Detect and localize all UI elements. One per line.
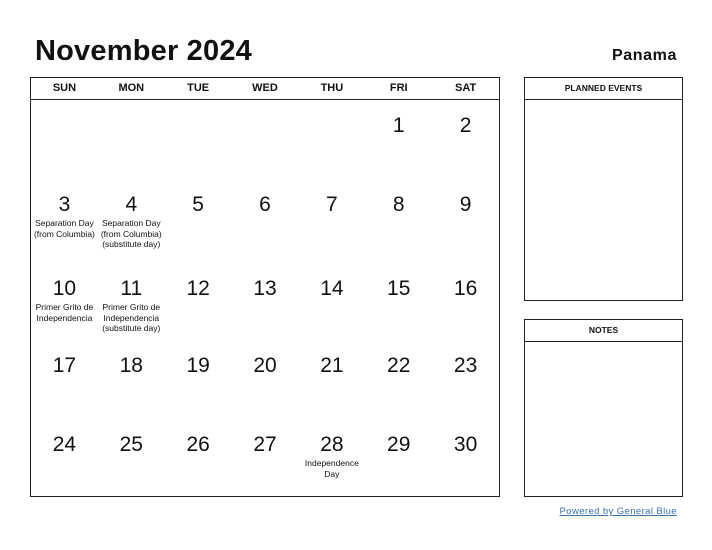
day-cell [298, 100, 365, 179]
day-cell [98, 100, 165, 179]
day-cell [365, 100, 432, 179]
weekday-sat: SAT [454, 82, 477, 94]
calendar-week [31, 340, 499, 419]
weekday-sun: SUN [52, 82, 77, 94]
day-cell [365, 263, 432, 342]
day-cell [31, 263, 98, 342]
day-cell [298, 340, 365, 419]
holiday-note: Primer Grito de Independencia (substitute day) [102, 302, 161, 333]
day-number: 16 [453, 277, 478, 300]
day-cell [98, 419, 165, 498]
day-cell [98, 179, 165, 258]
holiday-note: Primer Grito de Independencia [35, 302, 94, 323]
day-cell [365, 179, 432, 258]
day-cell [165, 340, 232, 419]
weekday-wed: WED [252, 82, 278, 94]
day-cell [31, 419, 98, 498]
day-number: 17 [52, 354, 77, 377]
day-number: 3 [58, 193, 71, 216]
day-number: 21 [320, 354, 344, 377]
day-number: 19 [186, 354, 210, 377]
day-cell [165, 100, 232, 179]
day-cell [432, 263, 499, 342]
weekday-tue: TUE [187, 82, 210, 94]
day-number: 29 [387, 433, 411, 456]
day-cell [298, 263, 365, 342]
day-number: 1 [392, 114, 405, 137]
day-number: 2 [459, 114, 472, 137]
day-cell [432, 100, 499, 179]
day-cell [232, 419, 299, 498]
day-number: 9 [459, 193, 472, 216]
day-number: 5 [192, 193, 204, 216]
day-cell [98, 340, 165, 419]
day-cell [232, 100, 299, 179]
day-number: 13 [253, 277, 277, 300]
holiday-note: Separation Day (from Columbia) [33, 218, 95, 239]
day-number: 11 [120, 277, 143, 300]
country-label: Panama [612, 47, 677, 64]
day-number: 20 [253, 354, 277, 377]
calendar-week [31, 419, 499, 498]
page-title: November 2024 [35, 35, 252, 67]
calendar-grid [31, 100, 499, 496]
day-cell [365, 419, 432, 498]
day-number: 23 [453, 354, 478, 377]
day-cell [165, 263, 232, 342]
day-number: 26 [186, 433, 210, 456]
day-cell [232, 263, 299, 342]
day-number: 8 [392, 193, 405, 216]
day-number: 18 [119, 354, 143, 377]
day-number: 14 [320, 277, 344, 300]
day-number: 27 [253, 433, 277, 456]
day-number: 28 [320, 433, 344, 456]
day-cell [298, 419, 365, 498]
calendar-week [31, 179, 499, 258]
notes-title: NOTES [525, 320, 682, 342]
day-cell [432, 340, 499, 419]
calendar-week [31, 100, 499, 179]
day-cell [232, 179, 299, 258]
day-number: 22 [387, 354, 411, 377]
holiday-note: Separation Day (from Columbia) (substitute day) [100, 218, 162, 249]
day-cell [165, 419, 232, 498]
month-calendar [30, 77, 500, 497]
calendar-week [31, 263, 499, 342]
weekday-header [31, 78, 499, 100]
day-cell [298, 179, 365, 258]
weekday-fri: FRI [389, 82, 408, 94]
notes-panel [524, 319, 683, 497]
day-cell [31, 100, 98, 179]
day-cell [432, 179, 499, 258]
day-number: 7 [326, 193, 338, 216]
day-cell [365, 340, 432, 419]
day-cell [31, 179, 98, 258]
powered-by-link[interactable]: Powered by General Blue [559, 506, 677, 517]
day-number: 10 [52, 277, 77, 300]
day-cell [432, 419, 499, 498]
day-cell [98, 263, 165, 342]
day-number: 6 [259, 193, 271, 216]
planned-events-title: PLANNED EVENTS [525, 78, 682, 100]
day-number: 25 [119, 433, 143, 456]
day-cell [31, 340, 98, 419]
holiday-note: Independence Day [304, 458, 359, 479]
day-cell [232, 340, 299, 419]
day-number: 24 [52, 433, 77, 456]
day-number: 30 [453, 433, 478, 456]
weekday-thu: THU [320, 82, 344, 94]
planned-events-panel [524, 77, 683, 301]
day-number: 12 [186, 277, 210, 300]
day-cell [165, 179, 232, 258]
day-number: 15 [387, 277, 411, 300]
weekday-mon: MON [118, 82, 145, 94]
day-number: 4 [125, 193, 138, 216]
